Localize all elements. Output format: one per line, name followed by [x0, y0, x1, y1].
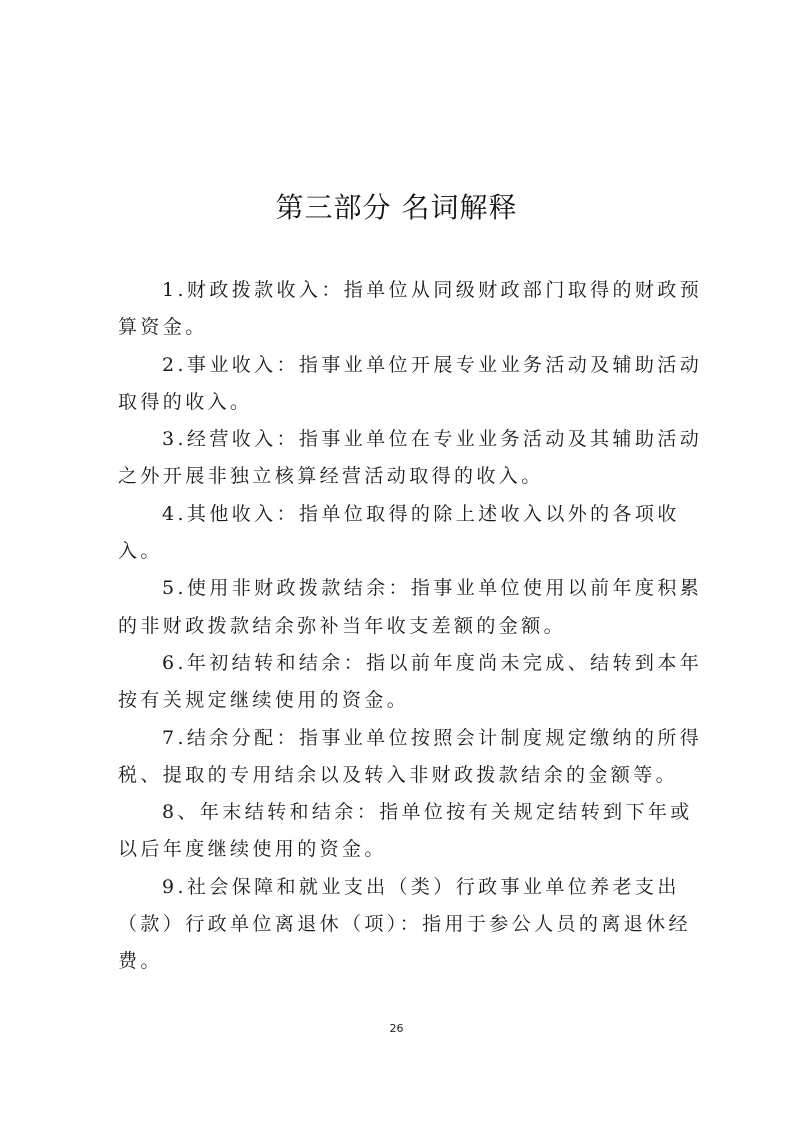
paragraph-line: 9.社会保障和就业支出（类）行政事业单位养老支出	[162, 875, 680, 898]
paragraph-line: 取得的收入。	[118, 390, 253, 413]
glossary-item-4	[118, 496, 678, 571]
paragraph-line: 1.财政拨款收入：指单位从同级财政部门取得的财政预	[162, 279, 703, 301]
paragraph-line: 5.使用非财政拨款结余：指事业单位使用以前年度积累	[162, 577, 703, 600]
glossary-item-1	[118, 272, 703, 347]
glossary-item-6	[118, 645, 703, 720]
paragraph-line: 之外开展非独立核算经营活动取得的收入。	[118, 465, 544, 488]
paragraph-line: 的非财政拨款结余弥补当年收支差额的金额。	[118, 614, 567, 637]
paragraph-line: 4.其他收入：指单位取得的除上述收入以外的各项收	[162, 502, 680, 525]
glossary-item-9	[118, 869, 691, 981]
paragraph-line: （款）行政单位离退休（项）：指用于参公人员的离退休经	[118, 913, 691, 936]
glossary-item-8	[118, 794, 693, 869]
paragraph-line: 7.结余分配：指事业单位按照会计制度规定缴纳的所得	[162, 726, 703, 749]
glossary-item-2	[118, 347, 703, 422]
paragraph-line: 费。	[118, 950, 163, 973]
glossary-item-3	[118, 421, 703, 496]
glossary-item-7	[118, 720, 703, 795]
paragraph-line: 3.经营收入：指事业单位在专业业务活动及其辅助活动	[162, 428, 703, 451]
page-number: 26	[389, 1022, 404, 1035]
paragraph-line: 入。	[118, 540, 163, 563]
glossary-item-5	[118, 570, 703, 645]
paragraph-line: 以后年度继续使用的资金。	[118, 838, 387, 861]
paragraph-line: 算资金。	[118, 316, 208, 339]
paragraph-line: 税、提取的专用结余以及转入非财政拨款结余的金额等。	[118, 763, 679, 786]
glossary-body	[118, 272, 703, 981]
page-title: 第三部分 名词解释	[275, 191, 518, 224]
paragraph-line: 8、年末结转和结余：指单位按有关规定结转到下年或	[162, 801, 693, 824]
paragraph-line: 6.年初结转和结余：指以前年度尚未完成、结转到本年	[162, 651, 703, 674]
paragraph-line: 2.事业收入：指事业单位开展专业业务活动及辅助活动	[162, 353, 703, 376]
paragraph-line: 按有关规定继续使用的资金。	[118, 689, 410, 712]
